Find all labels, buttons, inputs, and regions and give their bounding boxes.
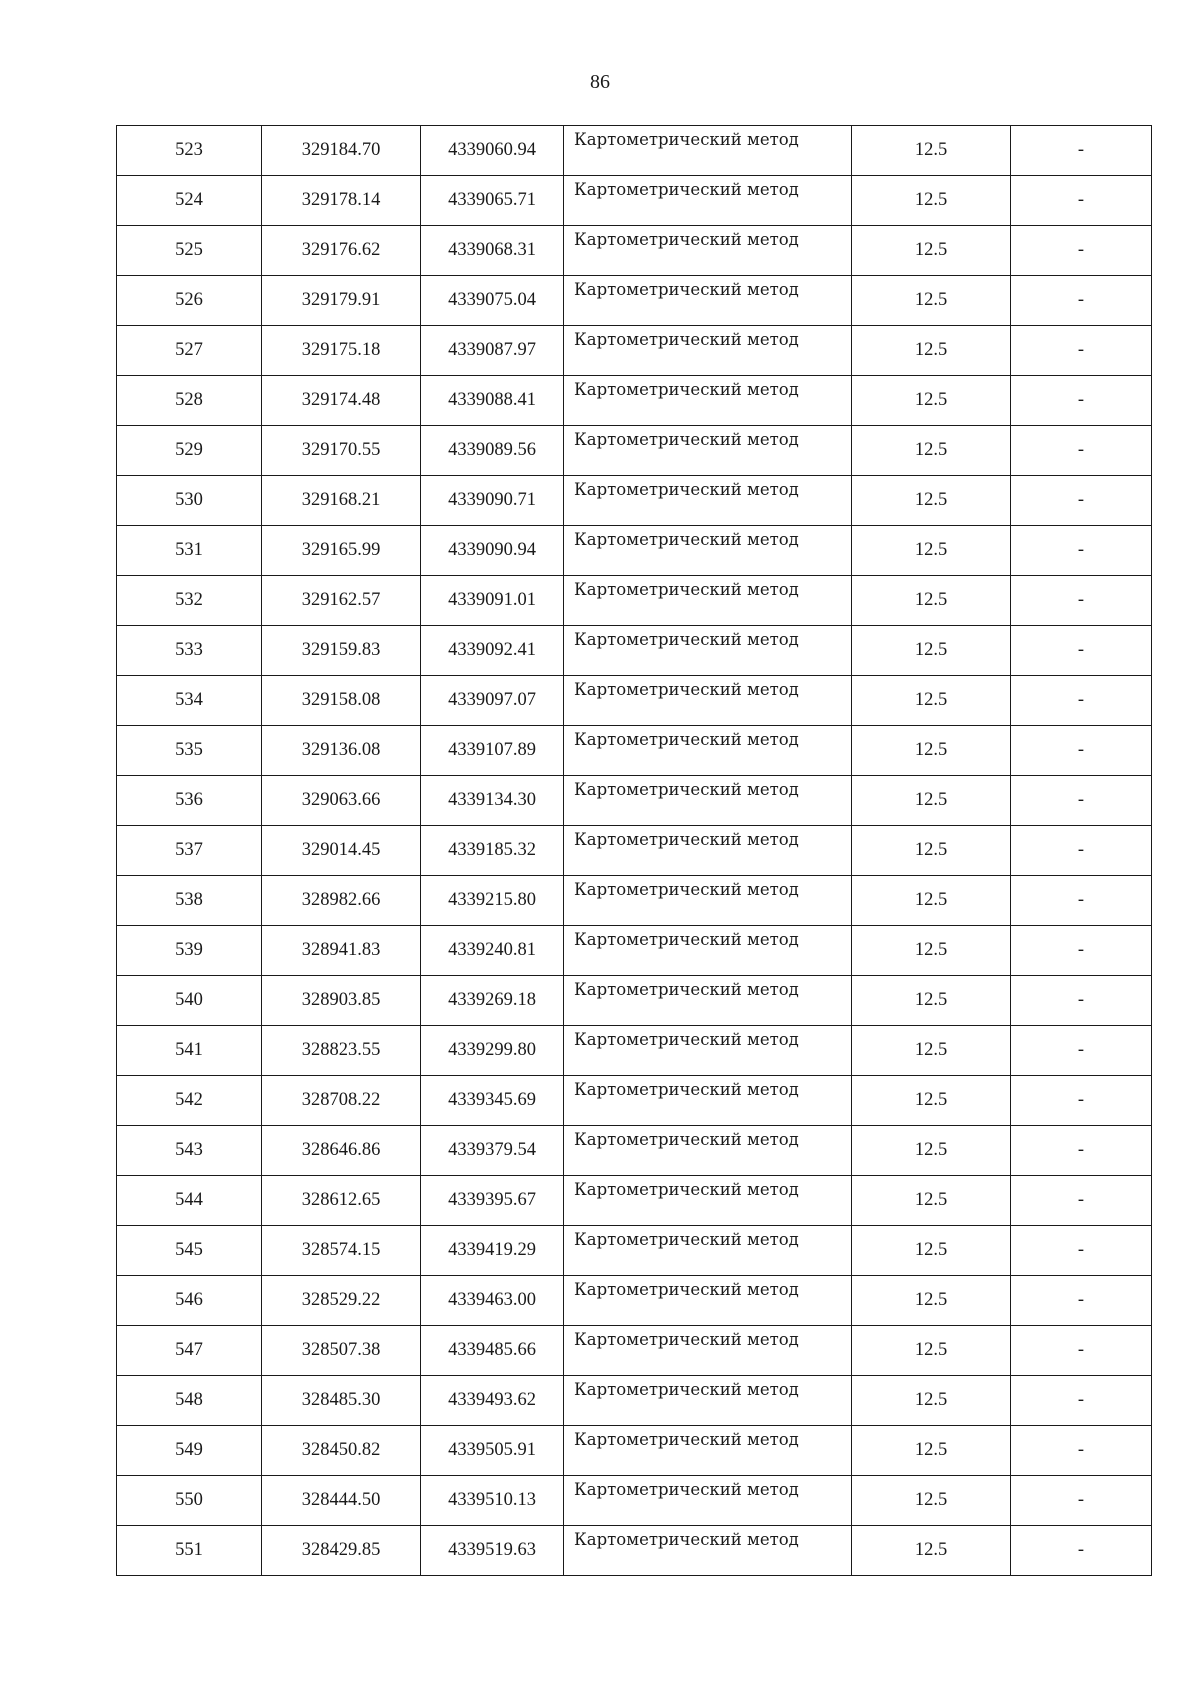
x-coordinate-cell: 328529.22 bbox=[262, 1276, 421, 1326]
description-cell: - bbox=[1011, 126, 1152, 176]
description-cell: - bbox=[1011, 1326, 1152, 1376]
accuracy-cell: 12.5 bbox=[852, 576, 1011, 626]
accuracy-cell: 12.5 bbox=[852, 826, 1011, 876]
x-coordinate-cell: 328612.65 bbox=[262, 1176, 421, 1226]
description-cell: - bbox=[1011, 1076, 1152, 1126]
table-row bbox=[117, 676, 1152, 726]
point-number-cell: 548 bbox=[117, 1376, 262, 1426]
x-coordinate-cell: 329176.62 bbox=[262, 226, 421, 276]
method-cell: Картометрический метод bbox=[564, 1076, 852, 1126]
accuracy-cell: 12.5 bbox=[852, 676, 1011, 726]
point-number-cell: 525 bbox=[117, 226, 262, 276]
method-cell: Картометрический метод bbox=[564, 976, 852, 1026]
method-cell: Картометрический метод bbox=[564, 1476, 852, 1526]
table-row bbox=[117, 576, 1152, 626]
method-cell: Картометрический метод bbox=[564, 176, 852, 226]
x-coordinate-cell: 329063.66 bbox=[262, 776, 421, 826]
x-coordinate-cell: 329014.45 bbox=[262, 826, 421, 876]
accuracy-cell: 12.5 bbox=[852, 126, 1011, 176]
accuracy-cell: 12.5 bbox=[852, 876, 1011, 926]
method-cell: Картометрический метод bbox=[564, 1176, 852, 1226]
y-coordinate-cell: 4339060.94 bbox=[421, 126, 564, 176]
x-coordinate-cell: 329136.08 bbox=[262, 726, 421, 776]
point-number-cell: 546 bbox=[117, 1276, 262, 1326]
point-number-cell: 526 bbox=[117, 276, 262, 326]
y-coordinate-cell: 4339510.13 bbox=[421, 1476, 564, 1526]
description-cell: - bbox=[1011, 726, 1152, 776]
table-row bbox=[117, 1126, 1152, 1176]
y-coordinate-cell: 4339065.71 bbox=[421, 176, 564, 226]
table-row bbox=[117, 726, 1152, 776]
method-cell: Картометрический метод bbox=[564, 926, 852, 976]
description-cell: - bbox=[1011, 1476, 1152, 1526]
table-row bbox=[117, 876, 1152, 926]
accuracy-cell: 12.5 bbox=[852, 726, 1011, 776]
point-number-cell: 543 bbox=[117, 1126, 262, 1176]
accuracy-cell: 12.5 bbox=[852, 276, 1011, 326]
accuracy-cell: 12.5 bbox=[852, 226, 1011, 276]
description-cell: - bbox=[1011, 626, 1152, 676]
accuracy-cell: 12.5 bbox=[852, 976, 1011, 1026]
point-number-cell: 524 bbox=[117, 176, 262, 226]
point-number-cell: 536 bbox=[117, 776, 262, 826]
table-row bbox=[117, 326, 1152, 376]
x-coordinate-cell: 329184.70 bbox=[262, 126, 421, 176]
description-cell: - bbox=[1011, 1026, 1152, 1076]
x-coordinate-cell: 329168.21 bbox=[262, 476, 421, 526]
accuracy-cell: 12.5 bbox=[852, 776, 1011, 826]
accuracy-cell: 12.5 bbox=[852, 626, 1011, 676]
table-row bbox=[117, 1176, 1152, 1226]
table-row bbox=[117, 176, 1152, 226]
accuracy-cell: 12.5 bbox=[852, 476, 1011, 526]
point-number-cell: 551 bbox=[117, 1526, 262, 1576]
method-cell: Картометрический метод bbox=[564, 1226, 852, 1276]
description-cell: - bbox=[1011, 1126, 1152, 1176]
table-row bbox=[117, 626, 1152, 676]
method-cell: Картометрический метод bbox=[564, 1426, 852, 1476]
y-coordinate-cell: 4339493.62 bbox=[421, 1376, 564, 1426]
accuracy-cell: 12.5 bbox=[852, 1476, 1011, 1526]
table-row bbox=[117, 426, 1152, 476]
point-number-cell: 545 bbox=[117, 1226, 262, 1276]
table-row bbox=[117, 276, 1152, 326]
y-coordinate-cell: 4339379.54 bbox=[421, 1126, 564, 1176]
accuracy-cell: 12.5 bbox=[852, 526, 1011, 576]
point-number-cell: 538 bbox=[117, 876, 262, 926]
accuracy-cell: 12.5 bbox=[852, 1376, 1011, 1426]
description-cell: - bbox=[1011, 1426, 1152, 1476]
point-number-cell: 532 bbox=[117, 576, 262, 626]
point-number-cell: 523 bbox=[117, 126, 262, 176]
x-coordinate-cell: 329174.48 bbox=[262, 376, 421, 426]
description-cell: - bbox=[1011, 1376, 1152, 1426]
x-coordinate-cell: 328507.38 bbox=[262, 1326, 421, 1376]
table-row bbox=[117, 476, 1152, 526]
y-coordinate-cell: 4339463.00 bbox=[421, 1276, 564, 1326]
y-coordinate-cell: 4339345.69 bbox=[421, 1076, 564, 1126]
point-number-cell: 537 bbox=[117, 826, 262, 876]
description-cell: - bbox=[1011, 426, 1152, 476]
y-coordinate-cell: 4339090.94 bbox=[421, 526, 564, 576]
accuracy-cell: 12.5 bbox=[852, 1126, 1011, 1176]
method-cell: Картометрический метод bbox=[564, 1276, 852, 1326]
method-cell: Картометрический метод bbox=[564, 676, 852, 726]
y-coordinate-cell: 4339087.97 bbox=[421, 326, 564, 376]
description-cell: - bbox=[1011, 1526, 1152, 1576]
coordinates-table-body bbox=[117, 126, 1152, 1576]
description-cell: - bbox=[1011, 1226, 1152, 1276]
point-number-cell: 534 bbox=[117, 676, 262, 726]
description-cell: - bbox=[1011, 176, 1152, 226]
x-coordinate-cell: 328574.15 bbox=[262, 1226, 421, 1276]
method-cell: Картометрический метод bbox=[564, 776, 852, 826]
description-cell: - bbox=[1011, 876, 1152, 926]
description-cell: - bbox=[1011, 226, 1152, 276]
table-row bbox=[117, 1026, 1152, 1076]
y-coordinate-cell: 4339088.41 bbox=[421, 376, 564, 426]
method-cell: Картометрический метод bbox=[564, 576, 852, 626]
accuracy-cell: 12.5 bbox=[852, 1276, 1011, 1326]
table-row bbox=[117, 1076, 1152, 1126]
point-number-cell: 542 bbox=[117, 1076, 262, 1126]
description-cell: - bbox=[1011, 576, 1152, 626]
method-cell: Картометрический метод bbox=[564, 1126, 852, 1176]
x-coordinate-cell: 329162.57 bbox=[262, 576, 421, 626]
table-row bbox=[117, 926, 1152, 976]
point-number-cell: 527 bbox=[117, 326, 262, 376]
page-number: 86 bbox=[590, 71, 610, 93]
table-row bbox=[117, 1276, 1152, 1326]
x-coordinate-cell: 329170.55 bbox=[262, 426, 421, 476]
y-coordinate-cell: 4339299.80 bbox=[421, 1026, 564, 1076]
method-cell: Картометрический метод bbox=[564, 126, 852, 176]
x-coordinate-cell: 329179.91 bbox=[262, 276, 421, 326]
x-coordinate-cell: 329165.99 bbox=[262, 526, 421, 576]
point-number-cell: 540 bbox=[117, 976, 262, 1026]
accuracy-cell: 12.5 bbox=[852, 1426, 1011, 1476]
y-coordinate-cell: 4339097.07 bbox=[421, 676, 564, 726]
accuracy-cell: 12.5 bbox=[852, 1076, 1011, 1126]
y-coordinate-cell: 4339075.04 bbox=[421, 276, 564, 326]
accuracy-cell: 12.5 bbox=[852, 176, 1011, 226]
x-coordinate-cell: 328485.30 bbox=[262, 1376, 421, 1426]
table-row bbox=[117, 226, 1152, 276]
description-cell: - bbox=[1011, 526, 1152, 576]
method-cell: Картометрический метод bbox=[564, 1026, 852, 1076]
y-coordinate-cell: 4339485.66 bbox=[421, 1326, 564, 1376]
description-cell: - bbox=[1011, 1176, 1152, 1226]
y-coordinate-cell: 4339091.01 bbox=[421, 576, 564, 626]
description-cell: - bbox=[1011, 326, 1152, 376]
description-cell: - bbox=[1011, 276, 1152, 326]
x-coordinate-cell: 328646.86 bbox=[262, 1126, 421, 1176]
table-row bbox=[117, 1426, 1152, 1476]
method-cell: Картометрический метод bbox=[564, 1526, 852, 1576]
description-cell: - bbox=[1011, 1276, 1152, 1326]
accuracy-cell: 12.5 bbox=[852, 426, 1011, 476]
table-row bbox=[117, 1376, 1152, 1426]
table-row bbox=[117, 776, 1152, 826]
y-coordinate-cell: 4339185.32 bbox=[421, 826, 564, 876]
x-coordinate-cell: 328823.55 bbox=[262, 1026, 421, 1076]
method-cell: Картометрический метод bbox=[564, 726, 852, 776]
x-coordinate-cell: 328708.22 bbox=[262, 1076, 421, 1126]
point-number-cell: 533 bbox=[117, 626, 262, 676]
x-coordinate-cell: 328982.66 bbox=[262, 876, 421, 926]
y-coordinate-cell: 4339134.30 bbox=[421, 776, 564, 826]
x-coordinate-cell: 328903.85 bbox=[262, 976, 421, 1026]
description-cell: - bbox=[1011, 676, 1152, 726]
description-cell: - bbox=[1011, 976, 1152, 1026]
coordinates-table bbox=[116, 125, 1152, 1576]
point-number-cell: 541 bbox=[117, 1026, 262, 1076]
description-cell: - bbox=[1011, 776, 1152, 826]
y-coordinate-cell: 4339269.18 bbox=[421, 976, 564, 1026]
accuracy-cell: 12.5 bbox=[852, 1526, 1011, 1576]
point-number-cell: 544 bbox=[117, 1176, 262, 1226]
x-coordinate-cell: 328941.83 bbox=[262, 926, 421, 976]
method-cell: Картометрический метод bbox=[564, 526, 852, 576]
table-row bbox=[117, 1226, 1152, 1276]
point-number-cell: 547 bbox=[117, 1326, 262, 1376]
method-cell: Картометрический метод bbox=[564, 1326, 852, 1376]
method-cell: Картометрический метод bbox=[564, 826, 852, 876]
accuracy-cell: 12.5 bbox=[852, 1326, 1011, 1376]
x-coordinate-cell: 329178.14 bbox=[262, 176, 421, 226]
point-number-cell: 528 bbox=[117, 376, 262, 426]
point-number-cell: 539 bbox=[117, 926, 262, 976]
point-number-cell: 550 bbox=[117, 1476, 262, 1526]
method-cell: Картометрический метод bbox=[564, 876, 852, 926]
table-row bbox=[117, 126, 1152, 176]
description-cell: - bbox=[1011, 376, 1152, 426]
accuracy-cell: 12.5 bbox=[852, 1226, 1011, 1276]
point-number-cell: 531 bbox=[117, 526, 262, 576]
table-row bbox=[117, 1476, 1152, 1526]
x-coordinate-cell: 328450.82 bbox=[262, 1426, 421, 1476]
table-row bbox=[117, 376, 1152, 426]
table-row bbox=[117, 1326, 1152, 1376]
point-number-cell: 529 bbox=[117, 426, 262, 476]
x-coordinate-cell: 329159.83 bbox=[262, 626, 421, 676]
description-cell: - bbox=[1011, 826, 1152, 876]
y-coordinate-cell: 4339107.89 bbox=[421, 726, 564, 776]
method-cell: Картометрический метод bbox=[564, 276, 852, 326]
y-coordinate-cell: 4339090.71 bbox=[421, 476, 564, 526]
x-coordinate-cell: 329158.08 bbox=[262, 676, 421, 726]
accuracy-cell: 12.5 bbox=[852, 1026, 1011, 1076]
y-coordinate-cell: 4339215.80 bbox=[421, 876, 564, 926]
method-cell: Картометрический метод bbox=[564, 476, 852, 526]
accuracy-cell: 12.5 bbox=[852, 1176, 1011, 1226]
x-coordinate-cell: 329175.18 bbox=[262, 326, 421, 376]
method-cell: Картометрический метод bbox=[564, 626, 852, 676]
y-coordinate-cell: 4339519.63 bbox=[421, 1526, 564, 1576]
method-cell: Картометрический метод bbox=[564, 326, 852, 376]
point-number-cell: 549 bbox=[117, 1426, 262, 1476]
y-coordinate-cell: 4339092.41 bbox=[421, 626, 564, 676]
method-cell: Картометрический метод bbox=[564, 226, 852, 276]
point-number-cell: 530 bbox=[117, 476, 262, 526]
description-cell: - bbox=[1011, 476, 1152, 526]
method-cell: Картометрический метод bbox=[564, 1376, 852, 1426]
x-coordinate-cell: 328429.85 bbox=[262, 1526, 421, 1576]
x-coordinate-cell: 328444.50 bbox=[262, 1476, 421, 1526]
y-coordinate-cell: 4339240.81 bbox=[421, 926, 564, 976]
y-coordinate-cell: 4339395.67 bbox=[421, 1176, 564, 1226]
accuracy-cell: 12.5 bbox=[852, 326, 1011, 376]
method-cell: Картометрический метод bbox=[564, 376, 852, 426]
table-row bbox=[117, 526, 1152, 576]
table-row bbox=[117, 976, 1152, 1026]
table-row bbox=[117, 826, 1152, 876]
description-cell: - bbox=[1011, 926, 1152, 976]
y-coordinate-cell: 4339089.56 bbox=[421, 426, 564, 476]
table-row bbox=[117, 1526, 1152, 1576]
point-number-cell: 535 bbox=[117, 726, 262, 776]
accuracy-cell: 12.5 bbox=[852, 926, 1011, 976]
y-coordinate-cell: 4339505.91 bbox=[421, 1426, 564, 1476]
y-coordinate-cell: 4339068.31 bbox=[421, 226, 564, 276]
accuracy-cell: 12.5 bbox=[852, 376, 1011, 426]
method-cell: Картометрический метод bbox=[564, 426, 852, 476]
y-coordinate-cell: 4339419.29 bbox=[421, 1226, 564, 1276]
